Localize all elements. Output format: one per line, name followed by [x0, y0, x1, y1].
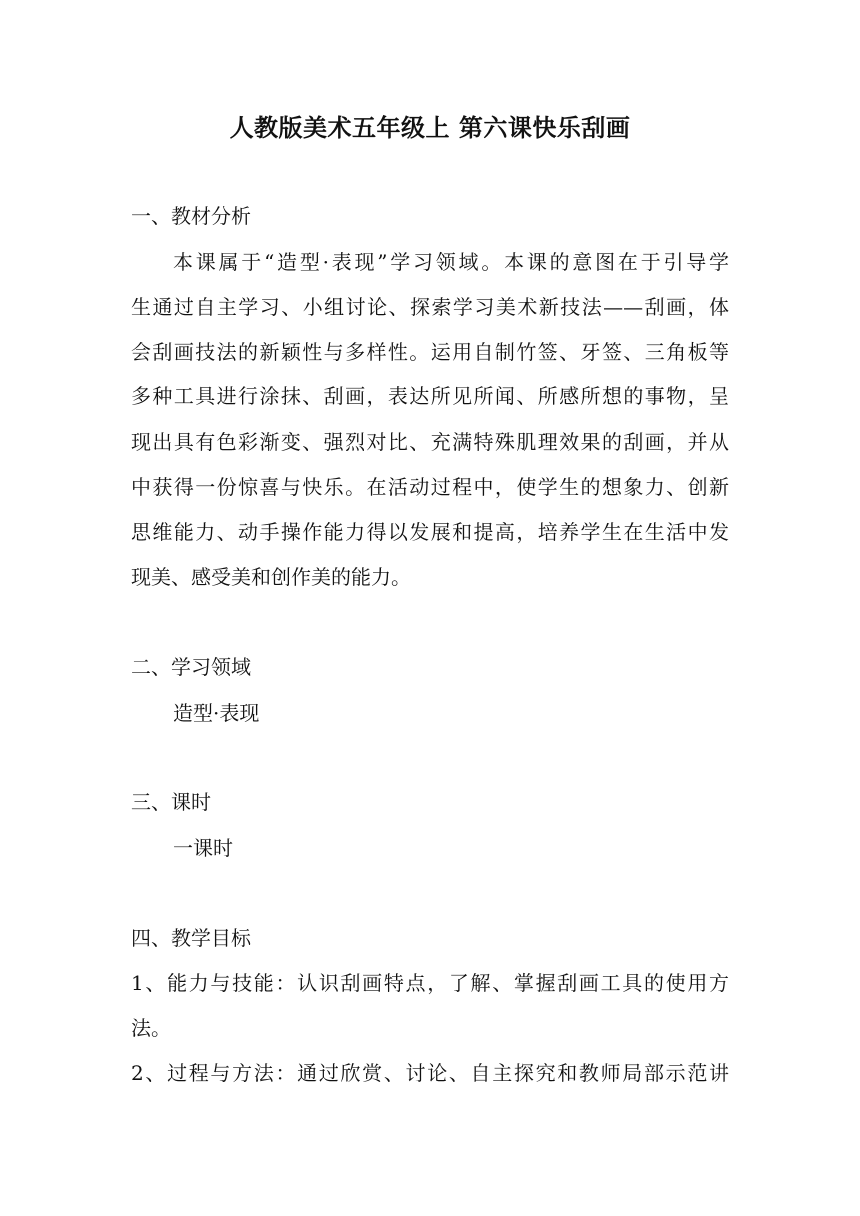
paragraph-line: 现美、感受美和创作美的能力。 — [131, 565, 411, 589]
section-heading: 四、教学目标 — [131, 926, 251, 950]
paragraph-line: 现出具有色彩渐变、强烈对比、充满特殊肌理效果的刮画，并从 — [131, 430, 729, 454]
section-content: 一课时 — [173, 836, 233, 860]
list-item-line: 法。 — [131, 1016, 171, 1040]
paragraph-line: 中获得一份惊喜与快乐。在活动过程中，使学生的想象力、创新 — [131, 475, 729, 499]
document-title: 人教版美术五年级上 第六课快乐刮画 — [229, 114, 631, 142]
list-item-line: 1、能力与技能：认识刮画特点，了解、掌握刮画工具的使用方 — [131, 971, 729, 995]
section-heading: 二、学习领域 — [131, 655, 251, 679]
paragraph-line: 生通过自主学习、小组讨论、探索学习美术新技法——刮画，体 — [131, 295, 729, 319]
paragraph-line: 多种工具进行涂抹、刮画，表达所见所闻、所感所想的事物，呈 — [131, 384, 729, 408]
section-content: 造型·表现 — [173, 701, 260, 725]
section-heading: 一、教材分析 — [131, 204, 251, 228]
list-item-line: 2、过程与方法：通过欣赏、讨论、自主探究和教师局部示范讲 — [131, 1061, 729, 1085]
paragraph-line: 会刮画技法的新颖性与多样性。运用自制竹签、牙签、三角板等 — [131, 340, 729, 364]
paragraph-line: 思维能力、动手操作能力得以发展和提高，培养学生在生活中发 — [131, 520, 729, 544]
paragraph-line: 本课属于“造型·表现”学习领域。本课的意图在于引导学 — [173, 250, 729, 274]
section-heading: 三、课时 — [131, 790, 211, 814]
